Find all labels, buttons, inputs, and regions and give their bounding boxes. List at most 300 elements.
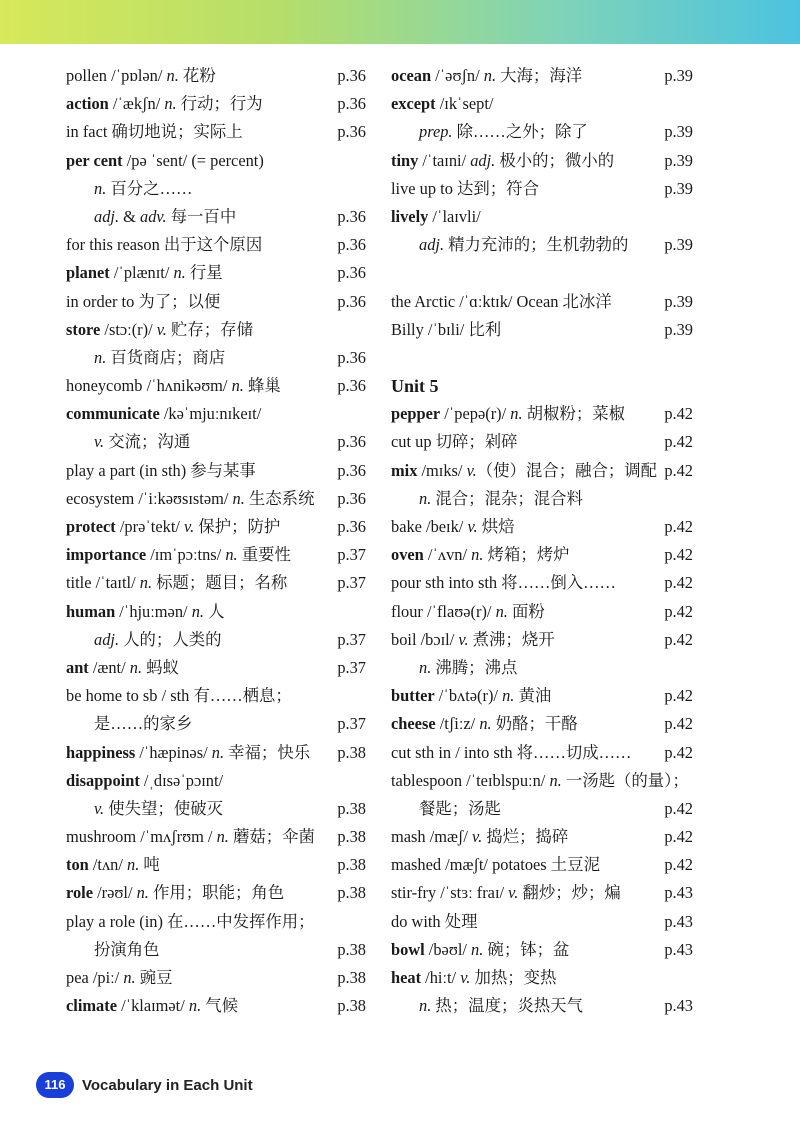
part-of-speech: n. [495, 601, 508, 621]
vocab-entry-row [66, 626, 366, 654]
entry-segment: /ˈbʌtə(r)/ [434, 686, 503, 706]
entry-segment: 每一百中 [166, 206, 237, 226]
page-reference: p.39 [664, 178, 693, 198]
entry-segment: 烘焙 [477, 517, 515, 536]
vocab-entry-row [391, 598, 693, 626]
entry-segment: pour sth into sth 将……倒入…… [391, 573, 616, 593]
entry-segment: 蚂蚁 [142, 657, 179, 677]
page-reference: p.37 [337, 545, 366, 565]
entry-text [391, 598, 693, 626]
entry-text [66, 62, 366, 90]
entry-segment: 蘑菇；伞菌 [228, 827, 315, 847]
entry-text [391, 513, 693, 541]
entry-segment: in order to 为了；以便 [66, 291, 221, 311]
entry-text [66, 992, 366, 1020]
vocab-entry-row [391, 457, 693, 485]
page-reference: p.42 [664, 545, 693, 565]
entry-segment: 黄油 [514, 686, 552, 706]
part-of-speech: n. [419, 657, 432, 677]
vocab-entry-row [391, 710, 693, 738]
entry-text [391, 288, 693, 316]
headword: heat [391, 968, 422, 987]
entry-segment: 交流；沟通 [104, 432, 191, 452]
vocab-entry-row [66, 485, 366, 513]
page-reference: p.36 [337, 376, 366, 396]
entry-text [391, 541, 693, 569]
entry-segment: honeycomb /ˈhʌnikəʊm/ [66, 376, 232, 396]
entry-text [391, 118, 693, 146]
vocab-entry-row [391, 513, 693, 541]
entry-segment: /ˈplænɪt/ [109, 263, 174, 283]
page-reference: p.42 [664, 573, 693, 593]
page-reference: p.36 [337, 460, 366, 480]
entry-segment: /tʌn/ [88, 855, 128, 875]
entry-segment: live up to 达到；符合 [391, 178, 539, 198]
entry-segment: flour /ˈflaʊə(r)/ [391, 601, 496, 621]
vocab-entry-row [66, 457, 366, 485]
entry-segment: cut sth in / into sth 将……切成…… [391, 742, 632, 762]
entry-segment: 煮沸；烧开 [468, 629, 555, 649]
entry-text [391, 795, 693, 823]
part-of-speech: v. [94, 798, 105, 818]
entry-text [391, 851, 693, 879]
unit-heading: Unit 5 [391, 376, 439, 397]
part-of-speech: n. [173, 263, 186, 283]
page-reference: p.36 [337, 66, 366, 85]
entry-text [66, 203, 366, 231]
entry-segment: 热；温度；炎热天气 [431, 996, 583, 1016]
page-reference: p.39 [664, 319, 693, 339]
part-of-speech: n. [225, 545, 238, 565]
vocab-entry-row [391, 795, 693, 823]
entry-text [66, 767, 366, 795]
vocab-entry-row [66, 175, 366, 203]
headword: bowl [391, 939, 425, 959]
entry-segment: /hiːt/ [421, 968, 461, 987]
entry-segment: 百分之…… [106, 178, 193, 198]
entry-segment: for this reason 出于这个原因 [66, 235, 263, 255]
part-of-speech: v. [184, 517, 195, 536]
headword: ton [66, 855, 89, 875]
headword: action [66, 94, 109, 114]
entry-text [66, 851, 366, 879]
vocab-entry-row [66, 541, 366, 569]
blank-row [391, 344, 693, 372]
entry-segment: /kəˈmjuːnɪkeɪt/ [159, 404, 262, 424]
part-of-speech: n. [136, 883, 149, 903]
entry-segment: 是……的家乡 [94, 714, 193, 734]
page-reference: p.37 [337, 573, 366, 593]
entry-text [66, 682, 366, 710]
entry-segment: 精力充沛的；生机勃勃的 [444, 235, 629, 255]
part-of-speech: n. [216, 827, 229, 847]
entry-text [66, 288, 366, 316]
vocab-entry-row [66, 598, 366, 626]
vocab-entry-row [66, 259, 366, 287]
entry-text [66, 598, 366, 626]
page-reference: p.43 [664, 883, 693, 903]
entry-segment: 烤箱；烤炉 [483, 545, 570, 565]
page-reference: p.42 [664, 855, 693, 875]
vocab-entry-row [391, 626, 693, 654]
entry-segment: 人 [203, 601, 225, 621]
page-reference: p.38 [337, 968, 366, 987]
part-of-speech: adj. [419, 235, 445, 255]
vocab-entry-row [391, 118, 693, 146]
vocab-entry-row [66, 231, 366, 259]
entry-text [391, 992, 693, 1020]
vocab-entry-row [391, 879, 693, 907]
part-of-speech: n. [232, 488, 245, 508]
entry-text [391, 90, 693, 118]
vocab-entry-row [391, 851, 693, 879]
entry-text [391, 908, 693, 936]
part-of-speech: adj. [94, 629, 120, 649]
entry-text [391, 569, 693, 597]
page-reference: p.42 [664, 798, 693, 818]
entry-segment: pollen /ˈpɒlən/ [66, 66, 167, 85]
vocab-entry-row [391, 485, 693, 513]
entry-segment: 生态系统 [244, 488, 315, 508]
headword: butter [391, 686, 435, 706]
headword: oven [391, 545, 424, 565]
entry-text [66, 936, 366, 964]
vocab-entry-row [66, 428, 366, 456]
entry-segment: 扮演角色 [94, 939, 160, 959]
entry-segment: & [119, 206, 140, 226]
entry-text [391, 400, 693, 428]
vocab-entry-row [66, 147, 366, 175]
page-reference: p.43 [664, 996, 693, 1016]
entry-text [391, 682, 693, 710]
vocab-entry-row [391, 739, 693, 767]
entry-segment: /ˈtaɪni/ [418, 150, 471, 170]
entry-text [66, 372, 366, 400]
entry-segment: 作用；职能；角色 [148, 883, 285, 903]
page-reference: p.38 [337, 827, 366, 847]
entry-text [66, 879, 366, 907]
headword: happiness [66, 742, 136, 762]
page-reference: p.36 [337, 235, 366, 255]
vocab-entry-row [391, 175, 693, 203]
entry-text [66, 231, 366, 259]
entry-segment: /ˈhjuːmən/ [115, 601, 192, 621]
page-reference: p.36 [337, 488, 366, 508]
page-reference: p.36 [337, 291, 366, 311]
page-reference: p.36 [337, 263, 366, 283]
entry-text [66, 739, 366, 767]
entry-text [391, 428, 693, 456]
vocab-entry-row [391, 147, 693, 175]
part-of-speech: n. [166, 66, 179, 85]
headword: planet [66, 263, 110, 283]
entry-segment: the Arctic /ˈɑːktɪk/ Ocean 北冰洋 [391, 291, 612, 311]
entry-text [66, 710, 366, 738]
entry-text [391, 175, 693, 203]
entry-segment: /bəʊl/ [424, 939, 472, 959]
part-of-speech: v. [467, 517, 478, 536]
vocab-entry-row [66, 372, 366, 400]
vocab-entry-row [391, 823, 693, 851]
page-number-badge: 116 [36, 1072, 74, 1098]
page-reference: p.42 [664, 404, 693, 424]
page-reference: p.37 [337, 657, 366, 677]
entry-text [391, 710, 693, 738]
headword: climate [66, 996, 117, 1016]
entry-segment: 贮存；存储 [166, 319, 253, 339]
page-reference: p.43 [664, 911, 693, 931]
entry-text [391, 936, 693, 964]
entry-text [391, 879, 693, 907]
entry-segment: mash /mæʃ/ [391, 827, 473, 847]
entry-segment: （使）混合；融合；调配 [476, 460, 658, 480]
vocab-entry-row [391, 992, 693, 1020]
entry-text [391, 62, 693, 90]
vocab-entry-row [391, 203, 693, 231]
entry-segment: 蜂巢 [243, 376, 281, 396]
part-of-speech: v. [460, 968, 471, 987]
part-of-speech: n. [211, 742, 225, 762]
part-of-speech: n. [479, 714, 492, 734]
vocab-entry-row [66, 739, 366, 767]
entry-segment: /tʃiːz/ [435, 714, 480, 734]
vocab-entry-row [391, 682, 693, 710]
entry-text [66, 259, 366, 287]
headword: ocean [391, 66, 432, 85]
vocab-entry-row [391, 569, 693, 597]
headword: cheese [391, 714, 436, 734]
entry-segment: 捣烂；捣碎 [482, 827, 569, 847]
entry-segment: 气候 [201, 996, 239, 1016]
entry-segment: /ˈhæpinəs/ [135, 742, 212, 762]
entry-text [391, 767, 693, 795]
page-reference: p.42 [664, 686, 693, 706]
entry-segment: /ˈəʊʃn/ [431, 66, 484, 85]
part-of-speech: n. [191, 601, 204, 621]
entry-text [391, 964, 693, 992]
page-reference: p.37 [337, 629, 366, 649]
entry-segment: 百货商店；商店 [106, 347, 226, 367]
page-reference: p.37 [337, 714, 366, 734]
page-reference: p.39 [664, 66, 693, 85]
entry-segment: /stɔː(r)/ [100, 319, 157, 339]
entry-segment: mashed /mæʃt/ potatoes 土豆泥 [391, 855, 600, 875]
entry-segment: 豌豆 [135, 968, 173, 987]
page-reference: p.36 [337, 347, 366, 367]
page-reference: p.38 [337, 855, 366, 875]
page-reference: p.38 [337, 798, 366, 818]
vocab-entry-row [66, 908, 366, 936]
entry-text [391, 457, 693, 485]
headword: communicate [66, 404, 160, 424]
part-of-speech: n. [127, 855, 140, 875]
entry-text [66, 90, 366, 118]
entry-segment: 沸腾；沸点 [431, 657, 518, 677]
part-of-speech: n. [94, 347, 107, 367]
vocab-entry-row [391, 231, 693, 259]
vocab-entry-row [391, 936, 693, 964]
entry-text [391, 485, 693, 513]
page-reference: p.36 [337, 432, 366, 452]
entry-segment: do with 处理 [391, 911, 478, 931]
part-of-speech: n. [471, 939, 484, 959]
footer-title: Vocabulary in Each Unit [82, 1076, 253, 1094]
entry-segment: 除……之外；除了 [452, 122, 588, 142]
entry-segment: mushroom /ˈmʌʃrʊm / [66, 827, 217, 847]
part-of-speech: adj. [94, 206, 120, 226]
page-reference: p.42 [664, 601, 693, 621]
entry-text [66, 485, 366, 513]
vocab-entry-row [66, 795, 366, 823]
vocab-entry-row [391, 400, 693, 428]
vocab-entry-row [391, 62, 693, 90]
entry-segment: 保护；防护 [194, 517, 281, 536]
entry-segment: /ɪmˈpɔːtns/ [146, 545, 226, 565]
page-reference: p.39 [664, 150, 693, 170]
vocab-entry-row [66, 400, 366, 428]
entry-segment: 奶酪；干酪 [491, 714, 578, 734]
entry-text [66, 344, 366, 372]
page-reference: p.36 [337, 517, 366, 536]
entry-segment: 花粉 [178, 66, 216, 85]
headword: store [66, 319, 101, 339]
entry-text [391, 823, 693, 851]
vocab-entry-row [391, 654, 693, 682]
page-reference: p.38 [337, 939, 366, 959]
vocab-entry-row [66, 851, 366, 879]
entry-segment: /ˈlaɪvli/ [428, 206, 481, 226]
part-of-speech: n. [139, 573, 153, 593]
entry-segment: title /ˈtaɪtl/ [66, 573, 140, 593]
vocab-entry-row [391, 288, 693, 316]
entry-segment: /mɪks/ [417, 460, 467, 480]
entry-text [66, 569, 366, 597]
headword: protect [66, 517, 116, 536]
entry-text [66, 626, 366, 654]
vocab-entry-row [66, 823, 366, 851]
entry-segment: 面粉 [507, 601, 545, 621]
entry-segment: 人的；人类的 [119, 629, 222, 649]
vocab-entry-row [66, 767, 366, 795]
entry-text [391, 231, 693, 259]
vocab-entry-row [66, 316, 366, 344]
part-of-speech: n. [510, 404, 523, 424]
top-gradient-band [0, 0, 800, 44]
page-reference: p.42 [664, 629, 693, 649]
vocab-entry-row [391, 372, 693, 400]
vocab-column-left [66, 62, 366, 1020]
vocab-entry-row [66, 936, 366, 964]
part-of-speech: n. [502, 686, 515, 706]
vocab-entry-row [66, 90, 366, 118]
entry-segment: /prəˈtekt/ [115, 517, 185, 536]
vocab-entry-row [391, 541, 693, 569]
entry-segment: 碗；钵；盆 [483, 939, 570, 959]
part-of-speech: n. [419, 488, 432, 508]
entry-segment: 混合；混杂；混合料 [431, 488, 583, 508]
entry-text [391, 654, 693, 682]
part-of-speech: n. [419, 996, 432, 1016]
entry-text [66, 513, 366, 541]
vocab-entry-row [66, 654, 366, 682]
entry-segment: 极小的；微小的 [495, 150, 615, 170]
entry-text [66, 823, 366, 851]
entry-segment: play a role (in) 在……中发挥作用； [66, 911, 315, 931]
part-of-speech: v. [472, 827, 483, 847]
vocab-entry-row [66, 62, 366, 90]
entry-segment: /rəʊl/ [93, 883, 137, 903]
page-reference: p.42 [664, 827, 693, 847]
entry-segment: Billy /ˈbɪli/ 比利 [391, 319, 502, 339]
entry-segment: in fact 确切地说；实际上 [66, 122, 243, 142]
vocab-entry-row [66, 964, 366, 992]
page-reference: p.39 [664, 235, 693, 255]
part-of-speech: n. [129, 657, 143, 677]
part-of-speech: n. [471, 545, 484, 565]
entry-segment: 胡椒粉；菜椒 [522, 404, 626, 424]
part-of-speech: n. [123, 968, 136, 987]
vocab-entry-row [66, 569, 366, 597]
headword: pepper [391, 404, 441, 424]
vocab-entry-row [66, 710, 366, 738]
entry-segment: cut up 切碎；剁碎 [391, 432, 518, 452]
vocab-entry-row [66, 513, 366, 541]
vocab-entry-row [66, 203, 366, 231]
part-of-speech: n. [483, 66, 497, 85]
entry-segment: 行星 [185, 263, 223, 283]
entry-segment: 餐匙；汤匙 [419, 798, 501, 818]
vocab-entry-row [391, 428, 693, 456]
entry-text [66, 795, 366, 823]
part-of-speech: n. [188, 996, 202, 1016]
entry-segment: be home to sb / sth 有……栖息； [66, 686, 292, 706]
vocab-entry-row [66, 118, 366, 146]
entry-text [66, 541, 366, 569]
entry-segment: /ˌdɪsəˈpɔɪnt/ [139, 770, 224, 790]
vocab-column-right [391, 62, 693, 1020]
vocab-entry-row [391, 908, 693, 936]
part-of-speech: v. [156, 319, 167, 339]
page-reference: p.42 [664, 742, 693, 762]
page-reference: p.38 [337, 996, 366, 1016]
headword: mix [391, 460, 418, 480]
page-reference: p.42 [664, 432, 693, 452]
entry-text [66, 147, 366, 175]
entry-segment: /ˈpepə(r)/ [440, 404, 511, 424]
entry-segment: 吨 [139, 855, 160, 875]
entry-text [66, 400, 366, 428]
part-of-speech: adv. [140, 206, 167, 226]
entry-segment: bake /beɪk/ [391, 517, 468, 536]
entry-segment: 行动；行为 [176, 94, 263, 114]
entry-text [391, 316, 693, 344]
vocab-entry-row [391, 767, 693, 795]
headword: per cent [66, 150, 123, 170]
headword: human [66, 601, 116, 621]
part-of-speech: n. [549, 770, 562, 790]
entry-text [66, 428, 366, 456]
part-of-speech: n. [94, 178, 107, 198]
entry-segment: 使失望；使破灭 [104, 798, 223, 818]
vocab-entry-row [66, 992, 366, 1020]
part-of-speech: n. [164, 94, 177, 114]
part-of-speech: v. [94, 432, 105, 452]
entry-segment: /ˈækʃn/ [108, 94, 165, 114]
part-of-speech: v. [466, 460, 477, 480]
entry-text [66, 457, 366, 485]
page-footer [36, 1072, 253, 1098]
entry-text [66, 908, 366, 936]
